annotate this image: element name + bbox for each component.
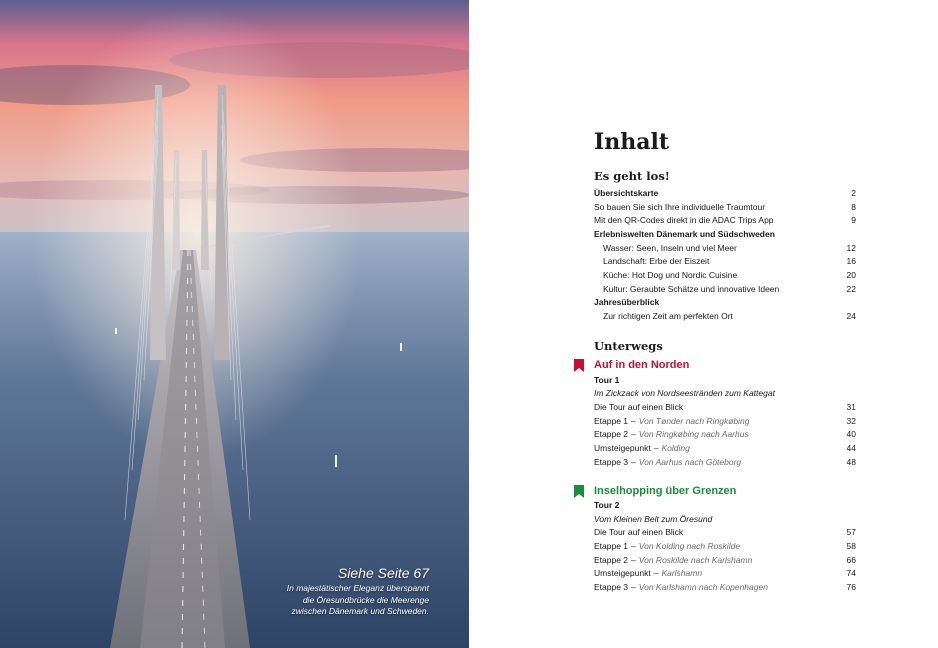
caption-line: die Öresundbrücke die Meerenge [302, 594, 429, 605]
stage-label: Etappe 3 [594, 582, 629, 592]
toc-entry[interactable] [594, 456, 856, 469]
toc-entry-page: 66 [846, 555, 856, 565]
caption-line: In majestätischer Eleganz überspannt [286, 583, 429, 593]
stage-label: Etappe 2 [594, 429, 629, 439]
stage-label: Umsteigepunkt [594, 443, 651, 453]
stage-label: Etappe 2 [594, 555, 629, 565]
toc-entry[interactable] [594, 415, 856, 428]
stage-label: Etappe 1 [594, 541, 629, 551]
stage-route: Kolding [661, 443, 690, 453]
dash: – [631, 582, 636, 592]
toc-entry-page: 12 [846, 243, 856, 253]
toc-entry[interactable] [594, 228, 856, 241]
toc-entry-page: 48 [846, 457, 856, 467]
dash: – [653, 443, 659, 453]
tour-label-text: Tour 1 [594, 375, 620, 385]
stage-route: Von Ringkøbing nach Aarhus [638, 429, 749, 439]
toc-entry-page: 32 [846, 416, 856, 426]
toc-entry[interactable] [594, 214, 856, 227]
dash: – [631, 555, 636, 565]
toc-entry[interactable] [594, 567, 856, 580]
toc-entry-label: Wasser: Seen, Inseln und viel Meer [603, 243, 737, 253]
toc-entry-page: 2 [851, 188, 856, 198]
stage-label: Etappe 1 [594, 416, 629, 426]
toc-entry[interactable] [594, 187, 856, 200]
toc-entry[interactable] [594, 255, 856, 268]
tour-heading[interactable]: Inselhopping über Grenzen [594, 485, 737, 497]
tour-label-text: Tour 2 [594, 500, 620, 510]
photo-caption [287, 565, 429, 618]
dash: – [653, 568, 659, 578]
dash: – [631, 416, 636, 426]
section-title-unterwegs: Unterwegs [594, 339, 663, 353]
tour-subtitle [594, 387, 856, 400]
caption-title: Siehe Seite 67 [337, 565, 429, 581]
tour-label [594, 374, 856, 387]
toc-entry-label: Küche: Hot Dog und Nordic Cuisine [603, 270, 738, 280]
page-title: Inhalt [594, 129, 670, 155]
bookmark-icon [574, 485, 584, 498]
toc-entry-page: 76 [846, 582, 856, 592]
stage-route: Karlshamn [661, 568, 703, 578]
toc-entry-page: 44 [846, 443, 856, 453]
toc-entry-label: Mit den QR-Codes direkt in die ADAC Trips App [594, 215, 774, 225]
stage-route: Von Aarhus nach Göteborg [638, 457, 742, 467]
toc-entry-label: So bauen Sie sich Ihre individuelle Traumtour [594, 202, 766, 212]
toc-entry[interactable] [594, 442, 856, 455]
tour-subtitle [594, 513, 856, 526]
toc-entry-page: 58 [846, 541, 856, 551]
toc-entry-label: Die Tour auf einen Blick [594, 527, 684, 537]
toc-entry[interactable] [594, 296, 856, 309]
toc-entry-page: 40 [846, 429, 856, 439]
stage-label: Umsteigepunkt [594, 568, 651, 578]
toc-entry-label: Landschaft: Erbe der Eiszeit [603, 256, 710, 266]
tour-subtitle-text: Im Zickzack von Nordseestränden zum Kattegat [594, 388, 775, 398]
contents-page [469, 0, 938, 648]
toc-entry[interactable] [594, 283, 856, 296]
toc-entry-label: Kultur: Geraubte Schätze und innovative Ideen [603, 284, 780, 294]
dash: – [631, 429, 636, 439]
stage-route: Von Roskilde nach Karlshamn [638, 555, 753, 565]
toc-entry-page: 20 [846, 270, 856, 280]
bookmark-icon [574, 359, 584, 372]
toc-entry-page: 57 [846, 527, 856, 537]
dash: – [631, 457, 636, 467]
toc-entry-label: Übersichtskarte [594, 188, 659, 198]
toc-entry[interactable] [594, 526, 856, 539]
stage-label: Etappe 3 [594, 457, 629, 467]
caption-line: zwischen Dänemark und Schweden. [291, 606, 429, 616]
toc-entry-page: 74 [846, 568, 856, 578]
toc-entry-page: 16 [846, 256, 856, 266]
toc-entry[interactable] [594, 201, 856, 214]
toc-entry-page: 9 [851, 215, 856, 225]
stage-route: Von Karlshamn nach Kopenhagen [638, 582, 768, 592]
toc-entry-label: Zur richtigen Zeit am perfekten Ort [603, 311, 733, 321]
toc-entry[interactable] [594, 401, 856, 414]
tour-label [594, 499, 856, 512]
toc-entry[interactable] [594, 581, 856, 594]
dash: – [631, 541, 636, 551]
toc-entry-label: Erlebniswelten Dänemark und Südschweden [594, 229, 775, 239]
toc-entry[interactable] [594, 428, 856, 441]
toc-entry-label: Jahresüberblick [594, 297, 660, 307]
stage-route: Von Tønder nach Ringkøbing [638, 416, 750, 426]
toc-entry[interactable] [594, 269, 856, 282]
toc-entry-page: 22 [846, 284, 856, 294]
toc-entry[interactable] [594, 242, 856, 255]
toc-entry-page: 31 [846, 402, 856, 412]
toc-entry[interactable] [594, 310, 856, 323]
stage-route: Von Kolding nach Roskilde [638, 541, 741, 551]
toc-entry[interactable] [594, 554, 856, 567]
toc-entry-page: 8 [851, 202, 856, 212]
section-title-es-geht-los: Es geht los! [594, 169, 670, 183]
tour-subtitle-text: Vom Kleinen Belt zum Öresund [594, 514, 713, 524]
tour-heading[interactable]: Auf in den Norden [594, 359, 690, 371]
toc-entry[interactable] [594, 540, 856, 553]
toc-entry-page: 24 [846, 311, 856, 321]
toc-entry-label: Die Tour auf einen Blick [594, 402, 684, 412]
